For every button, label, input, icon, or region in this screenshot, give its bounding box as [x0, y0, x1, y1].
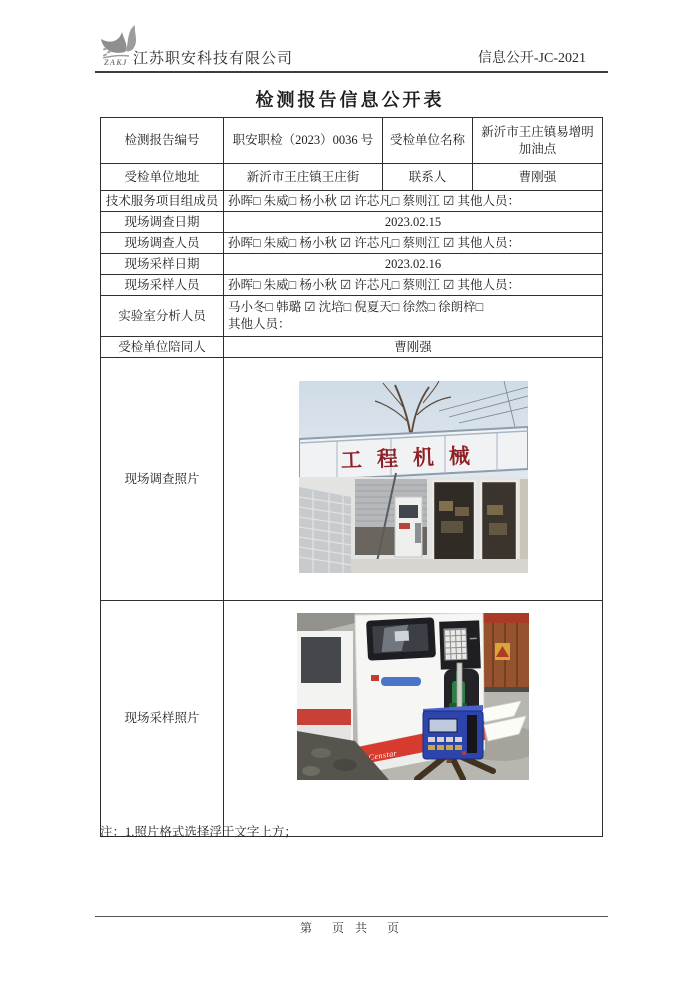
air-sampler [423, 705, 483, 759]
dispenser-keypad [439, 620, 481, 669]
survey-photo-cell [224, 358, 603, 601]
report-no-label: 检测报告编号 [101, 118, 224, 164]
sign-text: 工程机械 [340, 443, 485, 473]
survey-photo-label: 现场调查照片 [101, 358, 224, 601]
row-survey-date [101, 212, 603, 233]
row-unit-address [101, 164, 603, 191]
dispenser-brand-text: Censtar [367, 748, 398, 762]
footnote: 注：1.照片格式选择浮于文字上方； [100, 825, 297, 839]
lab-staff-line1: 马小冬□ 韩璐 ☑ 沈培□ 倪夏天□ 徐然□ 徐朗梓□ [228, 300, 484, 315]
survey-date-label: 现场调查日期 [101, 212, 224, 233]
sampling-date-label: 现场采样日期 [101, 254, 224, 275]
project-team-value: 孙晖□ 朱威□ 杨小秋 ☑ 许芯凡□ 蔡则江 ☑ 其他人员： [224, 191, 603, 212]
sampler-screen [429, 719, 457, 732]
row-escort [101, 337, 603, 358]
small-fuel-dispenser [395, 497, 422, 557]
survey-date-value: 2023.02.15 [224, 212, 603, 233]
dispenser-display [366, 617, 436, 661]
row-survey-photo [101, 358, 603, 601]
contact-value: 曹刚强 [473, 164, 603, 191]
project-team-label: 技术服务项目组成员 [101, 191, 224, 212]
page-title: 检测报告信息公开表 [255, 90, 445, 110]
logo-text: ZAKJ [104, 58, 128, 67]
row-sampling-date [101, 254, 603, 275]
small-logo [371, 675, 379, 681]
survey-staff-label: 现场调查人员 [101, 233, 224, 254]
open-doorways [433, 479, 528, 563]
doc-code: 信息公开-JC-2021 [477, 51, 586, 66]
unit-name-label: 受检单位名称 [383, 118, 473, 164]
row-sampling-photo [101, 601, 603, 837]
sampling-staff-value: 孙晖□ 朱威□ 杨小秋 ☑ 许芯凡□ 蔡则江 ☑ 其他人员： [224, 275, 603, 296]
row-lab-staff [101, 296, 603, 337]
page-number-text: 第 页 共 页 [299, 921, 403, 935]
company-name: 江苏职安科技有限公司 [133, 51, 294, 67]
survey-photo [299, 381, 528, 573]
probe-rod [457, 663, 462, 711]
sampling-staff-label: 现场采样人员 [101, 275, 224, 296]
form-table [100, 117, 603, 837]
unit-address-value: 新沂市王庄镇王庄街 [224, 164, 383, 191]
unit-name-value: 新沂市王庄镇易增明加油点 [473, 118, 603, 164]
blue-label [381, 677, 421, 686]
lab-staff-label: 实验室分析人员 [101, 296, 224, 337]
row-survey-staff [101, 233, 603, 254]
unit-address-label: 受检单位地址 [101, 164, 224, 191]
page-footer [95, 916, 608, 936]
row-report-no [101, 118, 603, 164]
sampling-photo-label: 现场采样照片 [101, 601, 224, 837]
brick-wall [299, 487, 351, 573]
escort-value: 曹刚强 [224, 337, 603, 358]
row-project-team [101, 191, 603, 212]
ground [351, 559, 528, 573]
contact-label: 联系人 [383, 164, 473, 191]
sampling-photo-cell [224, 601, 603, 837]
lab-staff-line2: 其他人员： [228, 317, 291, 331]
form-table-wrap [100, 117, 603, 837]
lab-staff-value [224, 296, 603, 337]
sampling-date-value: 2023.02.16 [224, 254, 603, 275]
background-dispenser [297, 631, 353, 741]
row-sampling-staff [101, 275, 603, 296]
survey-staff-value: 孙晖□ 朱威□ 杨小秋 ☑ 许芯凡□ 蔡则江 ☑ 其他人员： [224, 233, 603, 254]
sampling-photo [297, 613, 529, 780]
page-header [95, 22, 608, 73]
report-no-value: 职安职检（2023）0036 号 [224, 118, 383, 164]
escort-label: 受检单位陪同人 [101, 337, 224, 358]
